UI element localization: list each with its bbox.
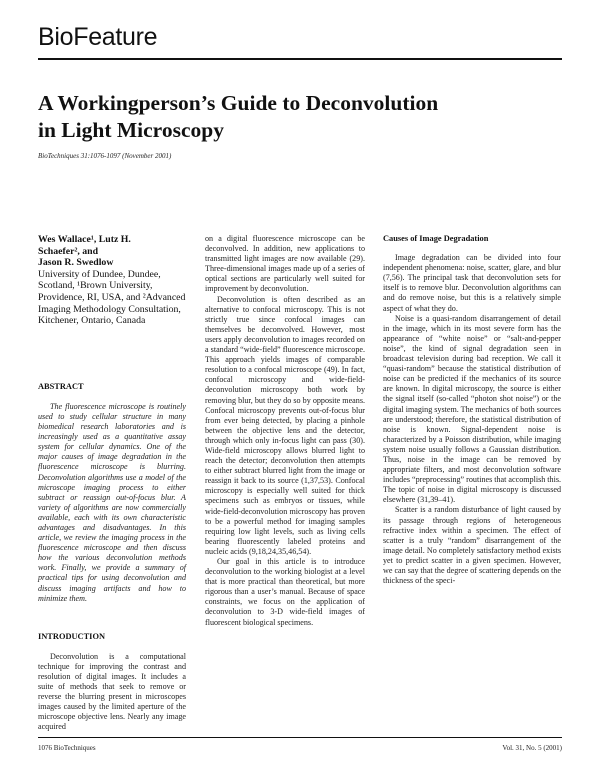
column-1: [38, 234, 186, 733]
subsection-heading: Causes of Image Degradation: [383, 234, 489, 243]
abstract-text: The fluorescence microscope is routinely used to study cellular structure in many biomedical research laboratories and is increasingly used as a quantitative assay system for cellular dynamics. One of the major causes of image degradation in the fluorescence microscope is blurring. Deconvolution algorithms use a model of the microscope imaging process to either subtract or reassign out-of-focus blur. A variety of algorithms are now commercially available, each with its own characteristic advantages and disadvantages. In this article, we review the imaging process in the fluorescence microscope and then discuss how the various deconvolution methods work. Finally, we provide a summary of practical tips for using deconvolution and discuss imaging artifacts and how to minimize them.: [38, 401, 186, 603]
body-paragraph: Scatter is a random disturbance of light caused by its passage through regions of heterogeneous refractive index within a specimen. The effect of scatter is a truly “random” disarrangement of the image detail. No completely satisfactory method exists yet to predict scatter in a given specimen. However, we can say that the degree of scattering depends on the thickness of the speci-: [383, 505, 561, 586]
title-line-1: A Workingperson’s Guide to Deconvolution: [38, 91, 439, 115]
author-affiliation: University of Dundee, Dundee, Scotland, ¹Brown University, Providence, RI, USA, and ²Advanced Imaging Methodology Consultation, Kitchener, Ontario, Canada: [38, 268, 186, 327]
title-line-2: in Light Microscopy: [38, 118, 224, 142]
body-paragraph: Our goal in this article is to introduce deconvolution to the working biologist at a level that is more practical than theoretical, but more rigorous than a user’s manual. Because of space constraints, we focus on the application of deconvolution to 3-D wide-field images of fluorescent biological specimens.: [205, 557, 365, 627]
body-paragraph: on a digital fluorescence microscope can be deconvolved. In addition, new applications to transmitted light images are now available (29). Three-dimensional images made up of a series of optical sections are particularly well suited for improvement by deconvolution.: [205, 234, 365, 294]
article-title: [38, 90, 558, 144]
author-name-line: Wes Wallace¹, Lutz H.: [38, 234, 131, 245]
introduction-heading: INTRODUCTION: [38, 631, 106, 641]
body-paragraph: Deconvolution is often described as an alternative to confocal microscopy. This is not strictly true since confocal images can themselves be deconvolved. However, most users apply deconvolution to images recorded on a standard “wide-field” fluorescence microscope. This approach yields images of comparable resolution to a confocal microscope (49). In fact, confocal microscopy and wide-field-deconvolution microscopy both work by removing blur, but they do so by opposite means. Confocal microscopy prevents out-of-focus blur from ever being detected, by placing a pinhole between the objective lens and the detector, through which only in-focus light can pass (30). Wide-field microscopy allows blurred light to reach the detector; deconvolution then attempts to either subtract blurred light from the image or reassign it back to its source (1,37,53). Confocal microscopy is especially well suited for thick specimens such as embryos or tissues, while wide-field-deconvolution microscopy has proven to be a powerful method for imaging samples requiring low light levels, such as living cells bearing fluorescently labeled proteins and nucleic acids (9,18,24,35,46,54).: [205, 294, 365, 556]
authors-block: [38, 234, 186, 327]
body-paragraph: Noise is a quasi-random disarrangement of detail in the image, which in its most severe form has the appearance of “white noise” or “salt-and-pepper noise”, the kind of signal degradation seen in broadcast television during bad reception. We call it “quasi-random” because the statistical distribution of noise can be predicted if the mechanics of its source are known. In digital microscopy, the source is either the signal itself (so-called “photon shot noise”) or the digital imaging system. The mechanics of both sources are understood; therefore, the statistical distribution of noise is known. Signal-dependent noise is characterized by a Poisson distribution, while imaging system noise usually follows a Gaussian distribution. Thus, noise in the image can be removed by appropriate filters, and most deconvolution software includes “preprocessing” routines that accomplish this. The topic of noise in digital microscopy is discussed elsewhere (31,39–41).: [383, 313, 562, 505]
header-rule: [38, 58, 562, 60]
author-name-line: Schaefer², and: [38, 245, 99, 257]
section-label: BioFeature: [38, 23, 158, 51]
citation: BioTechniques 31:1076-1097 (November 2001): [38, 152, 172, 160]
footer-rule: [38, 737, 562, 738]
column-2: [205, 234, 365, 628]
spacer: [38, 327, 186, 382]
column-3: [383, 234, 561, 586]
footer-issue-label: Vol. 31, No. 5 (2001): [502, 744, 562, 752]
footer-page-label: 1076 BioTechniques: [38, 744, 96, 752]
author-name-line: Jason R. Swedlow: [38, 257, 114, 269]
body-paragraph: Image degradation can be divided into four independent phenomena: noise, scatter, glare, and blur (7,56). The principal task that deconvolution sets for itself is to remove blur. Deconvolution algorithms can and do remove noise, but this is a relatively simple aspect of what they do.: [383, 253, 561, 313]
intro-paragraph: Deconvolution is a computational technique for improving the contrast and resolution of digital images. It includes a suite of methods that seek to remove or reverse the blurring present in microscopes images caused by the limited aperture of the microscope objective lens. Nearly any image acquired: [38, 651, 186, 732]
abstract-heading: ABSTRACT: [38, 381, 84, 391]
